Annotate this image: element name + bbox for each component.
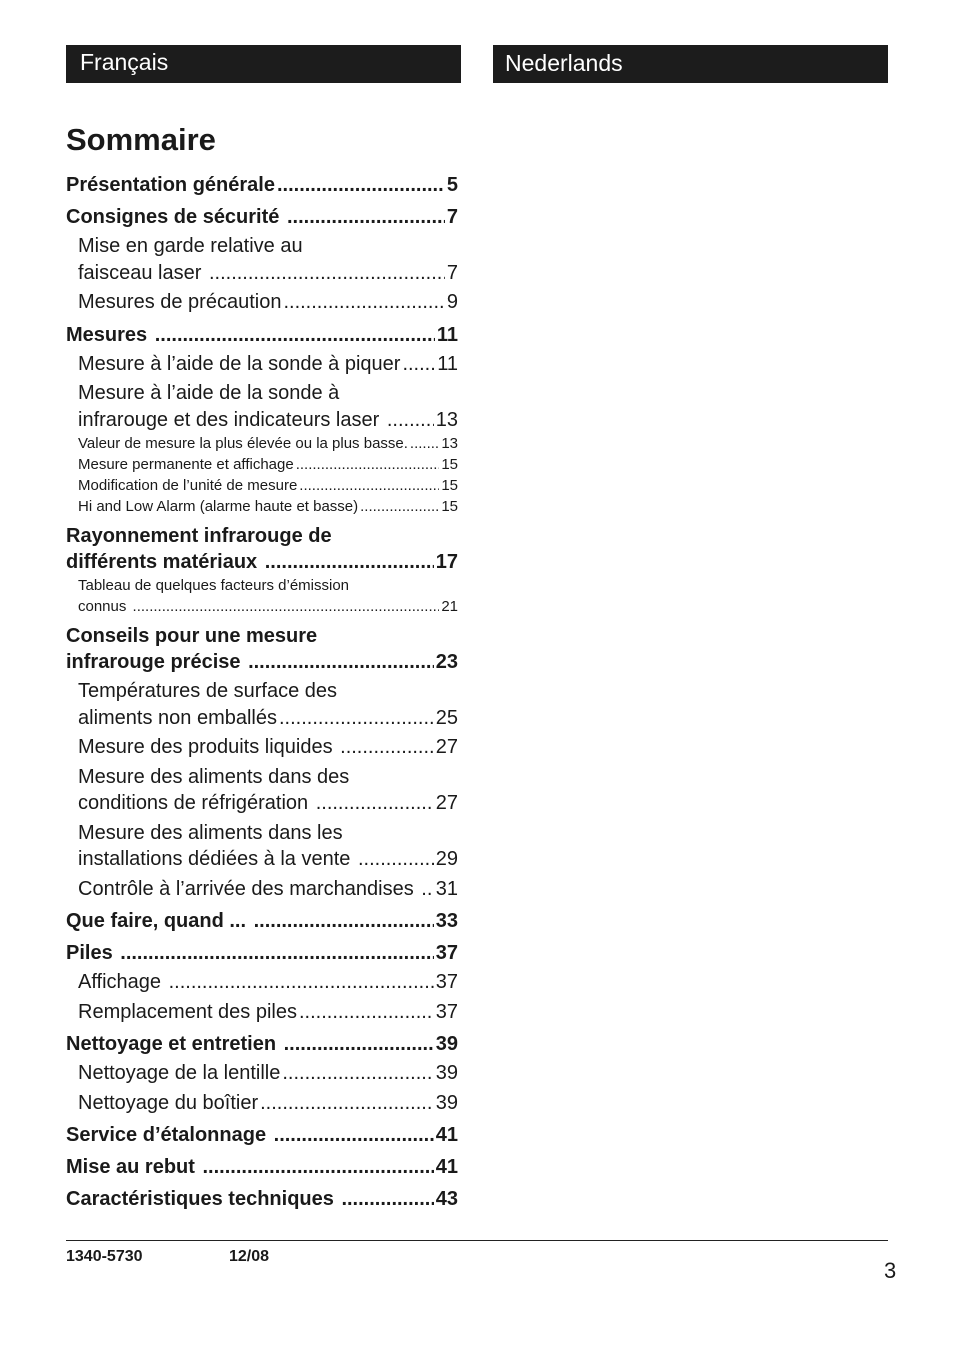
toc-entry [66, 233, 458, 286]
toc-entry-line [66, 649, 458, 675]
toc-entry-line [78, 734, 458, 761]
toc-entry-label: Valeur de mesure la plus élevée ou la plus basse. [78, 435, 408, 452]
toc-entry-label: Mesure à l’aide de la sonde à piquer [78, 352, 401, 375]
toc-entry-label: Caractéristiques techniques [66, 1188, 340, 1210]
dot-leader [402, 351, 435, 378]
toc-entry-page: 39 [435, 1091, 458, 1114]
dot-leader [260, 1090, 434, 1117]
toc-entry-line [78, 999, 458, 1026]
toc-entry-line [78, 433, 458, 454]
toc-entry-page: 37 [435, 1000, 458, 1023]
dot-leader [299, 999, 434, 1026]
toc-entry [66, 322, 458, 348]
toc-entry-label: Nettoyage de la lentille [78, 1062, 281, 1084]
dot-leader [274, 1122, 434, 1148]
toc-entry [66, 380, 458, 433]
toc-entry-label: Modification de l’unité de mesure [78, 477, 298, 494]
toc-entry-line [78, 475, 458, 496]
toc-entry-label: conditions de réfrigération [78, 792, 314, 814]
toc-entry [66, 908, 458, 934]
toc-entry-page: 11 [437, 352, 458, 375]
toc-entry-label: Mesure permanente et affichage [78, 456, 294, 473]
toc-entry-line [78, 969, 458, 996]
toc-entry-page: 41 [435, 1156, 458, 1178]
toc-entry [66, 172, 458, 198]
toc-entry [66, 575, 458, 617]
dot-leader [155, 322, 435, 348]
toc-entry [66, 204, 458, 230]
dot-leader [340, 734, 434, 761]
toc-entry-label: Piles [66, 942, 119, 964]
dot-leader [296, 454, 440, 475]
toc-entry-line [78, 351, 458, 378]
toc-entry [66, 523, 458, 575]
dot-leader [265, 549, 434, 575]
toc-entry-label: Que faire, quand ... [66, 910, 252, 932]
toc-entry-line [66, 172, 458, 198]
toc-entry-line [66, 940, 458, 966]
toc-entry-label: Service d’étalonnage [66, 1124, 272, 1146]
dot-leader [358, 846, 434, 873]
dot-leader [169, 969, 434, 996]
toc-entry-label: Nettoyage et entretien [66, 1033, 282, 1055]
toc-entry-label: Affichage [78, 971, 167, 993]
toc-entry-title-line: Températures de surface des [78, 680, 338, 702]
toc-entry [66, 734, 458, 761]
toc-entry-label: installations dédiées à la vente [78, 848, 356, 870]
toc-entry-label: Remplacement des piles [78, 1000, 297, 1023]
toc-entry [66, 1154, 458, 1180]
toc-entry [66, 289, 458, 316]
toc-entry [66, 999, 458, 1026]
toc-entry-line [66, 549, 458, 575]
toc-entry-line [78, 705, 458, 732]
dot-leader [387, 407, 434, 434]
dot-leader [283, 289, 444, 316]
toc-entry-label: Présentation générale [66, 174, 275, 196]
toc-entry-line [78, 846, 458, 873]
toc-entry-label: aliments non emballés [78, 706, 277, 729]
toc-entry-line [78, 496, 458, 517]
toc-entry-page: 29 [435, 848, 458, 870]
toc-entry [66, 475, 458, 496]
dot-leader [277, 172, 445, 198]
toc-entry-title-line: Mesure des aliments dans les [78, 821, 343, 844]
toc-entry-title-line: Rayonnement infrarouge de [66, 525, 332, 547]
toc-entry-page: 5 [446, 174, 458, 196]
toc-entry [66, 1186, 458, 1212]
toc-entry [66, 454, 458, 475]
toc-entry-page: 21 [441, 598, 458, 615]
toc-entry-label: Mesure des produits liquides [78, 736, 339, 758]
toc-entry-label: Mesures [66, 323, 153, 346]
toc-entry-page: 31 [435, 877, 458, 900]
toc-entry-page: 37 [435, 942, 458, 964]
dot-leader [282, 1060, 433, 1087]
toc-entry [66, 764, 458, 817]
dot-leader [120, 940, 433, 966]
dot-leader [360, 496, 439, 517]
toc-entry-line [66, 908, 458, 934]
toc-entry-page: 11 [436, 323, 458, 346]
toc-entry-line [66, 204, 458, 230]
toc-entry [66, 1090, 458, 1117]
dot-leader [299, 475, 439, 496]
dot-leader [316, 790, 434, 817]
toc-entry-page: 25 [435, 706, 458, 729]
toc-entry [66, 623, 458, 675]
toc-entry-label: infrarouge et des indicateurs laser [78, 408, 385, 431]
toc-entry-line [78, 260, 458, 287]
toc-entry [66, 1060, 458, 1087]
toc-entry-title-line: Mesure des aliments dans des [78, 765, 350, 788]
toc-entry-title-line: Mise en garde relative au [78, 235, 303, 257]
toc-entry-title-line: Conseils pour une mesure [66, 625, 318, 647]
toc-entry [66, 678, 458, 731]
toc-entry-title-line: Mesure à l’aide de la sonde à [78, 382, 340, 404]
toc-entry-page: 43 [435, 1188, 458, 1210]
toc-entry-line [78, 289, 458, 316]
toc-entry-label: Hi and Low Alarm (alarme haute et basse) [78, 498, 359, 515]
language-tab-dutch: Nederlands [493, 45, 888, 83]
toc-entry-title-line: Tableau de quelques facteurs d’émission [78, 577, 350, 594]
toc-entry [66, 351, 458, 378]
document-number: 1340-5730 [66, 1248, 143, 1265]
toc-entry-line [66, 1154, 458, 1180]
dot-leader [209, 260, 445, 287]
toc-entry-label: Nettoyage du boîtier [78, 1091, 259, 1114]
page-number: 3 [884, 1258, 897, 1283]
toc-entry-line [78, 1090, 458, 1117]
document-date: 12/08 [229, 1248, 270, 1265]
dot-leader [202, 1154, 433, 1180]
toc-entry-page: 15 [441, 456, 458, 473]
dot-leader [133, 596, 440, 617]
toc-entry-page: 15 [441, 498, 458, 515]
toc-entry-line [78, 876, 458, 903]
toc-entry [66, 1031, 458, 1057]
toc-entry-line [66, 1186, 458, 1212]
dot-leader [410, 433, 439, 454]
toc-entry-page: 7 [446, 206, 458, 228]
toc-entry-page: 13 [441, 435, 458, 452]
toc-entry-line [78, 407, 458, 434]
toc-entry [66, 1122, 458, 1148]
toc-entry-page: 7 [446, 261, 458, 284]
dot-leader [341, 1186, 433, 1212]
dot-leader [421, 876, 433, 903]
toc-entry-page: 23 [435, 651, 458, 673]
toc-entry-page: 9 [446, 291, 458, 313]
toc-entry-label: Contrôle à l’arrivée des marchandises [78, 877, 420, 900]
toc-entry-page: 39 [435, 1062, 458, 1084]
toc-entry-page: 27 [435, 792, 458, 814]
toc-entry [66, 820, 458, 873]
toc-entry-page: 17 [435, 551, 458, 573]
toc-entry-label: connus [78, 598, 131, 615]
toc-entry [66, 876, 458, 903]
page-title: Sommaire [66, 122, 216, 157]
toc-entry-page: 33 [435, 910, 458, 932]
toc-entry-label: Mesures de précaution [78, 291, 282, 313]
dot-leader [287, 204, 445, 230]
language-tab-french: Français [66, 45, 461, 83]
toc-entry-label: faisceau laser [78, 261, 207, 284]
footer-divider [66, 1240, 888, 1241]
table-of-contents [66, 172, 458, 1212]
toc-entry-line [78, 790, 458, 817]
toc-entry-page: 41 [435, 1124, 458, 1146]
toc-entry-page: 37 [435, 971, 458, 993]
toc-entry-line [66, 1122, 458, 1148]
toc-entry [66, 969, 458, 996]
toc-entry-page: 15 [441, 477, 458, 494]
toc-entry-line [78, 454, 458, 475]
dot-leader [279, 705, 434, 732]
toc-entry-line [78, 596, 458, 617]
toc-entry-label: Mise au rebut [66, 1156, 201, 1178]
dot-leader [248, 649, 434, 675]
toc-entry-label: Consignes de sécurité [66, 206, 285, 228]
toc-entry-label: différents matériaux [66, 551, 263, 573]
toc-entry-line [78, 1060, 458, 1087]
dot-leader [284, 1031, 434, 1057]
toc-entry-page: 27 [435, 736, 458, 758]
toc-entry-line [66, 1031, 458, 1057]
toc-entry [66, 433, 458, 454]
toc-entry-page: 13 [435, 408, 458, 431]
dot-leader [254, 908, 434, 934]
toc-entry-label: infrarouge précise [66, 651, 247, 673]
toc-entry-page: 39 [435, 1033, 458, 1055]
toc-entry-line [66, 322, 458, 348]
toc-entry [66, 496, 458, 517]
toc-entry [66, 940, 458, 966]
